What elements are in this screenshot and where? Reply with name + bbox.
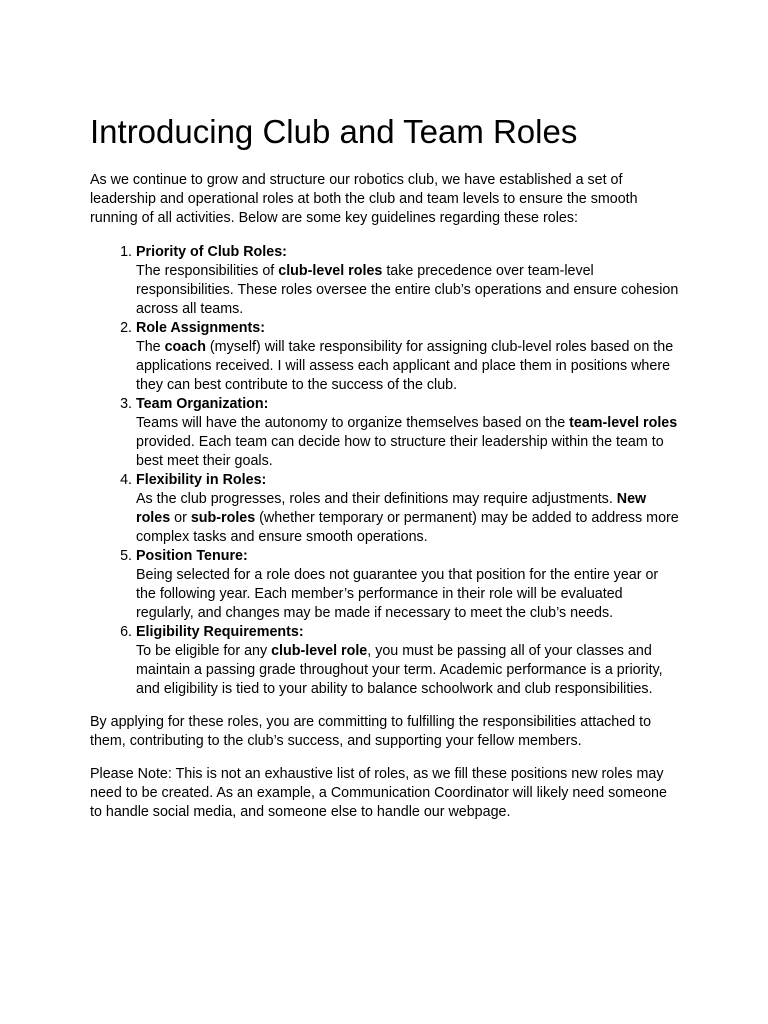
item-heading: 6. Eligibility Requirements: <box>136 624 304 640</box>
intro-paragraph: As we continue to grow and structure our robotics club, we have established a set of leadership and operational roles at both the club and team levels to ensure the smooth running of all activities. Below are some key guidelines regarding these roles: <box>90 172 638 226</box>
note-paragraph: Please Note: This is not an exhaustive list of roles, as we fill these positions new roles may need to be created. As an example, a Communication Coordinator will likely need someone to handle social media, and someone else to handle our webpage. <box>90 766 667 820</box>
bold-term: New roles <box>136 491 647 526</box>
item-body: Being selected for a role does not guarantee you that position for the entire year or the following year. Each member’s performance in their role will be evaluated regularly, and changes may be made if necessary to meet the club’s needs. <box>136 567 659 621</box>
list-item <box>136 243 680 319</box>
bold-term: club-level role <box>271 643 368 659</box>
list-item <box>136 319 680 395</box>
item-body: The responsibilities of club-level roles take precedence over team-level responsibilities. These roles oversee the entire club’s operations and ensure cohesion across all teams. <box>136 263 679 317</box>
item-body: To be eligible for any club-level role, you must be passing all of your classes and maintain a passing grade throughout your term. Academic performance is a priority, and eligibility is tied to your ability to balance schoolwork and club responsibilities. <box>136 643 663 697</box>
item-heading: 4. Flexibility in Roles: <box>136 472 267 488</box>
item-body: The coach (myself) will take responsibility for assigning club-level roles based on the applications received. I will assess each applicant and place them in positions where they can best contribute to the success of the club. <box>136 339 674 393</box>
item-heading: 3. Team Organization: <box>136 396 269 412</box>
bold-term: sub-roles <box>190 510 256 526</box>
closing-paragraph: By applying for these roles, you are committing to fulfilling the responsibilities attached to them, contributing to the club’s success, and supporting your fellow members. <box>90 714 652 749</box>
roles-list <box>90 243 680 699</box>
bold-term: club-level roles <box>278 263 383 279</box>
bold-term: team-level roles <box>569 415 678 431</box>
page-title: Introducing Club and Team Roles <box>90 113 578 150</box>
item-body: Teams will have the autonomy to organize themselves based on the team-level roles provided. Each team can decide how to structure their leadership within the team to best meet their goals. <box>136 415 678 469</box>
item-heading: 1. Priority of Club Roles: <box>136 244 287 260</box>
list-item <box>136 547 680 623</box>
item-body: As the club progresses, roles and their definitions may require adjustments. New roles or sub-roles (whether temporary or permanent) may be added to address more complex tasks and ensure smooth operations. <box>136 491 679 545</box>
list-item <box>136 623 680 699</box>
list-item <box>136 471 680 547</box>
bold-term: coach <box>164 339 206 355</box>
item-heading: 5. Position Tenure: <box>136 548 248 564</box>
item-heading: 2. Role Assignments: <box>136 320 265 336</box>
list-item <box>136 395 680 471</box>
